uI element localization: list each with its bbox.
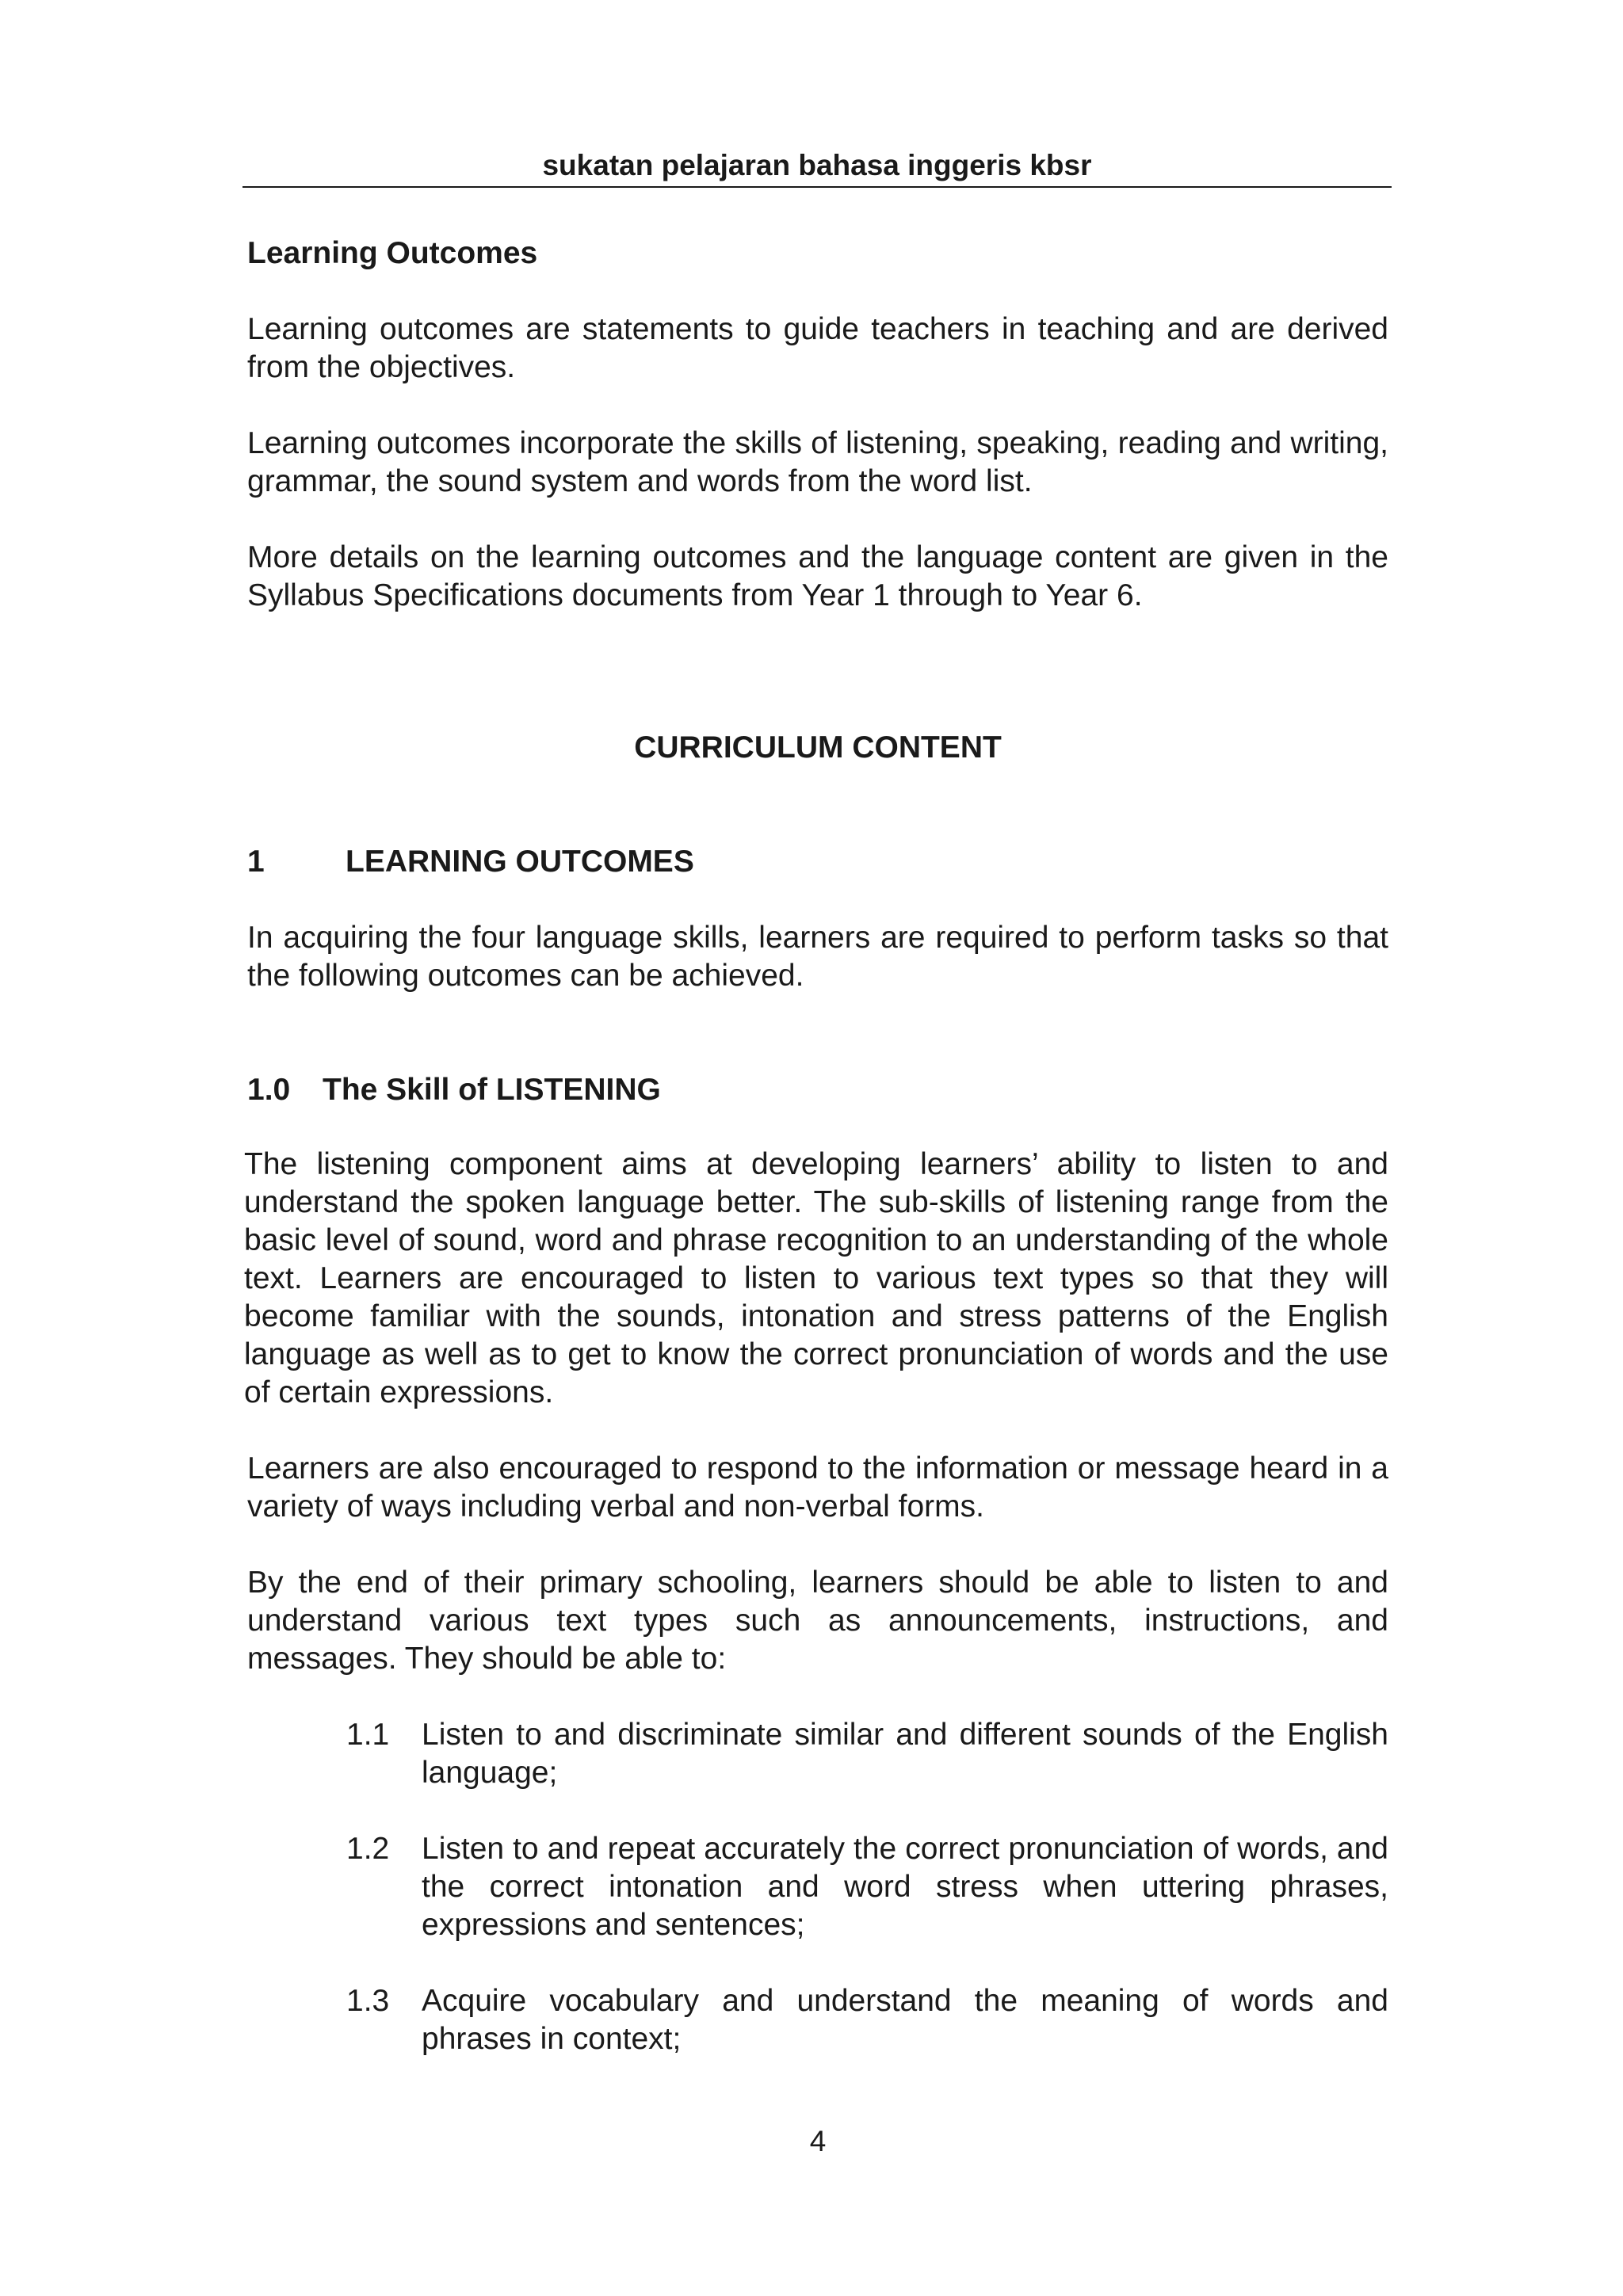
section-title: LEARNING OUTCOMES <box>346 845 694 879</box>
subsection-heading <box>247 1071 1388 1109</box>
section-heading <box>247 843 1388 881</box>
list-item-text: Listen to and repeat accurately the correct pronunciation of words, and the correct intonation and word stress when uttering phrases, expressions and sentences; <box>422 1832 1388 1942</box>
list-item <box>346 1982 1388 2058</box>
subsection-number: 1.0 <box>247 1073 291 1107</box>
listening-paragraph-2: Learners are also encouraged to respond to the information or message heard in a variety of ways including verbal and non-verbal forms. <box>247 1451 1388 1524</box>
section-number: 1 <box>247 845 265 879</box>
intro-paragraph-2: Learning outcomes incorporate the skills of listening, speaking, reading and writing, grammar, the sound system and words from the word list. <box>247 426 1388 498</box>
running-header: sukatan pelajaran bahasa inggeris kbsr <box>542 149 1092 181</box>
listening-paragraph-1: The listening component aims at developing learners’ ability to listen to and understand the spoken language better. The sub-skills of listening range from the basic level of sound, word and phrase recognition to an understanding of the whole text. Learners are encouraged to listen to various text types so that they will become familiar with the sounds, intonation and stress patterns of the English language as well as to get to know the correct pronunciation of words and the use of certain expressions. <box>244 1147 1388 1409</box>
header-divider <box>242 186 1392 188</box>
subsection-title: The Skill of LISTENING <box>323 1073 661 1107</box>
intro-paragraph-3: More details on the learning outcomes and the language content are given in the Syllabus Specifications documents from Year 1 through to Year 6. <box>247 540 1388 612</box>
list-item <box>346 1716 1388 1792</box>
list-item-text: Listen to and discriminate similar and different sounds of the English language; <box>422 1718 1388 1790</box>
list-item-number: 1.2 <box>346 1832 390 1866</box>
list-item-number: 1.3 <box>346 1984 390 2018</box>
list-item <box>346 1830 1388 1944</box>
page-number: 4 <box>809 2125 827 2157</box>
list-item-text: Acquire vocabulary and understand the meaning of words and phrases in context; <box>422 1984 1388 2056</box>
curriculum-content-title: CURRICULUM CONTENT <box>634 730 1002 765</box>
list-item-number: 1.1 <box>346 1718 390 1752</box>
intro-paragraph-1: Learning outcomes are statements to guide teachers in teaching and are derived from the objectives. <box>247 312 1388 384</box>
section-paragraph: In acquiring the four language skills, learners are required to perform tasks so that the following outcomes can be achieved. <box>247 921 1388 993</box>
listening-paragraph-3: By the end of their primary schooling, learners should be able to listen to and understand various text types such as announcements, instructions, and messages. They should be able to: <box>247 1566 1388 1676</box>
learning-outcomes-heading: Learning Outcomes <box>247 236 538 270</box>
